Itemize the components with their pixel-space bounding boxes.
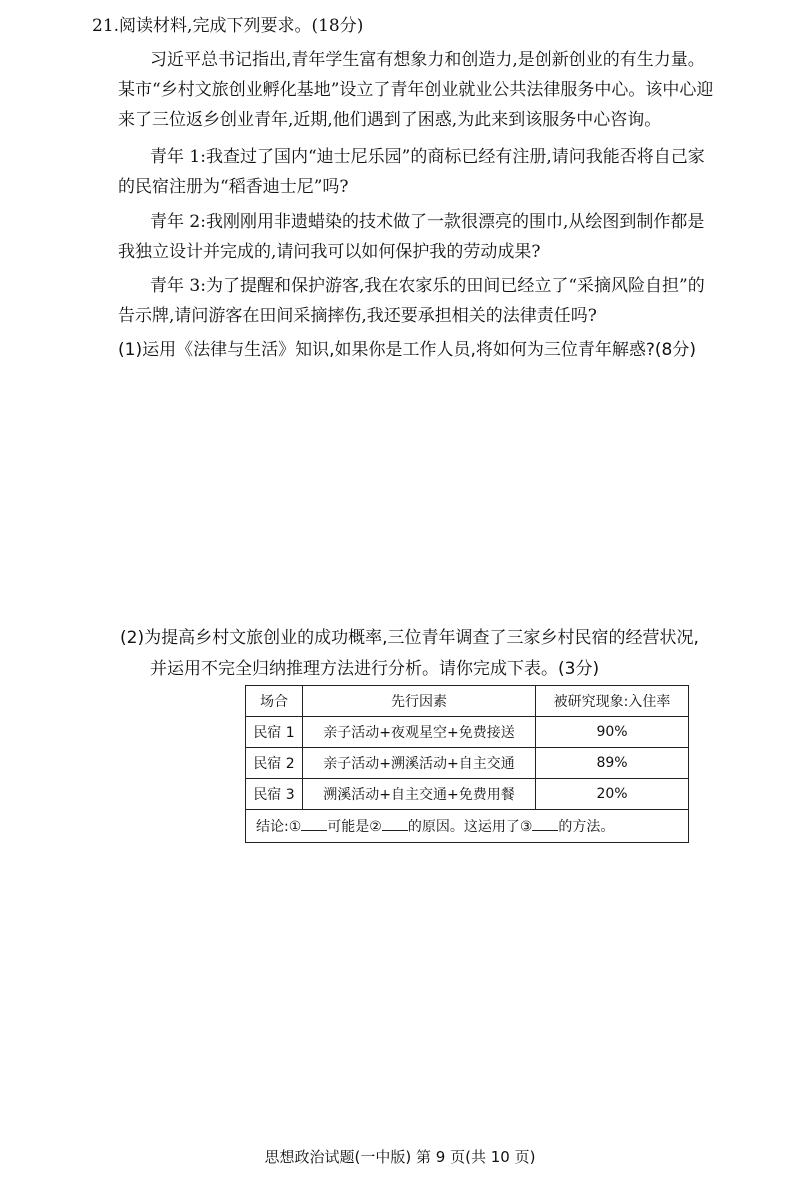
- answer-blank-3[interactable]: [532, 818, 558, 831]
- header-place: 场合: [246, 686, 303, 717]
- material-paragraph-1-line-1: 习近平总书记指出,青年学生富有想象力和创造力,是创新创业的有生力量。: [150, 50, 705, 70]
- answer-blank-1[interactable]: [301, 818, 327, 831]
- row-place: 民宿 2: [246, 748, 303, 779]
- table-row: [246, 717, 689, 748]
- youth-3-line-1: 青年 3:为了提醒和保护游客,我在农家乐的田间已经立了“采摘风险自担”的: [150, 276, 705, 296]
- page-footer: 思想政治试题(一中版) 第 9 页(共 10 页): [264, 1148, 536, 1166]
- youth-1-line-2: 的民宿注册为“稻香迪士尼”吗?: [118, 177, 349, 197]
- analysis-table: [245, 685, 689, 843]
- youth-3-line-2: 告示牌,请问游客在田间采摘摔伤,我还要承担相关的法律责任吗?: [118, 306, 597, 326]
- conclusion-prefix: 结论:①: [256, 819, 302, 835]
- table-row: [246, 779, 689, 810]
- sub-question-1: (1)运用《法律与生活》知识,如果你是工作人员,将如何为三位青年解惑?(8分): [118, 340, 696, 360]
- row-place: 民宿 3: [246, 779, 303, 810]
- material-paragraph-1-line-3: 来了三位返乡创业青年,近期,他们遇到了困惑,为此来到该服务中心咨询。: [118, 110, 662, 130]
- row-rate: 90%: [536, 717, 689, 748]
- youth-2-line-1: 青年 2:我刚刚用非遗蜡染的技术做了一款很漂亮的围巾,从绘图到制作都是: [150, 212, 705, 232]
- row-factors: 亲子活动+溯溪活动+自主交通: [303, 748, 536, 779]
- row-factors: 溯溪活动+自主交通+免费用餐: [303, 779, 536, 810]
- youth-1-line-1: 青年 1:我查过了国内“迪士尼乐园”的商标已经有注册,请问我能否将自己家: [150, 147, 705, 167]
- header-factors: 先行因素: [303, 686, 536, 717]
- question-title: 21.阅读材料,完成下列要求。(18分): [92, 16, 364, 36]
- conclusion-suffix: 的方法。: [558, 819, 615, 835]
- sub-question-2-line-2: 并运用不完全归纳推理方法进行分析。请你完成下表。(3分): [150, 659, 600, 679]
- youth-2-line-2: 我独立设计并完成的,请问我可以如何保护我的劳动成果?: [118, 242, 541, 262]
- analysis-table-wrapper: [245, 685, 689, 843]
- conclusion-mid-1: 可能是②: [327, 819, 382, 835]
- table-header-row: [246, 686, 689, 717]
- row-rate: 20%: [536, 779, 689, 810]
- conclusion-row: [246, 810, 689, 843]
- answer-blank-2[interactable]: [382, 818, 408, 831]
- table-row: [246, 748, 689, 779]
- material-paragraph-1-line-2: 某市“乡村文旅创业孵化基地”设立了青年创业就业公共法律服务中心。该中心迎: [118, 80, 714, 100]
- sub-question-2-line-1: (2)为提高乡村文旅创业的成功概率,三位青年调查了三家乡村民宿的经营状况,: [120, 628, 699, 648]
- header-rate: 被研究现象:入住率: [536, 686, 689, 717]
- row-factors: 亲子活动+夜观星空+免费接送: [303, 717, 536, 748]
- row-place: 民宿 1: [246, 717, 303, 748]
- conclusion-mid-2: 的原因。这运用了③: [407, 819, 533, 835]
- row-rate: 89%: [536, 748, 689, 779]
- conclusion-cell: [246, 810, 689, 843]
